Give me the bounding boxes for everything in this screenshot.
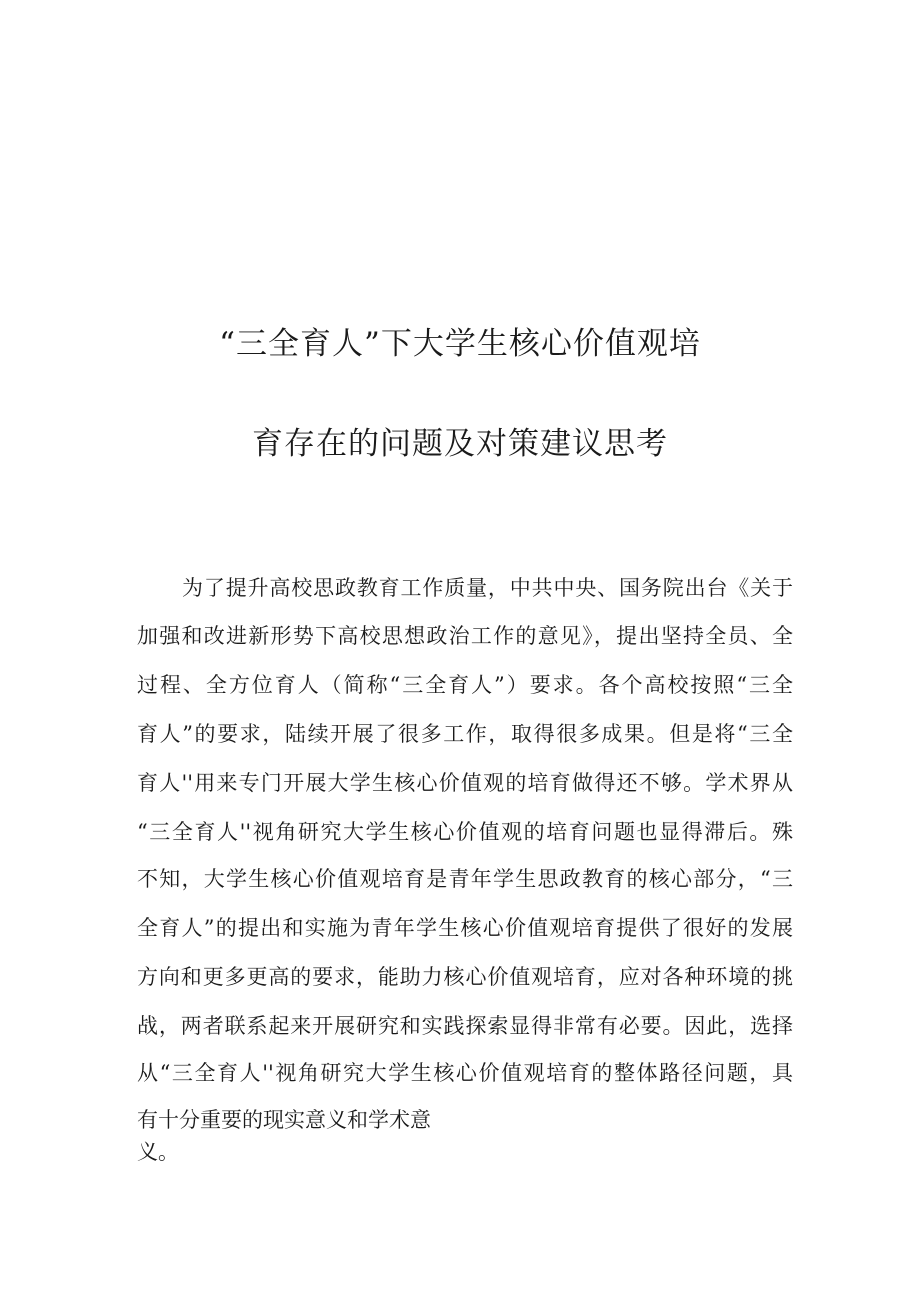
paragraph-line: 育人''用来专门开展大学生核心价值观的培育做得还不够。学术界从 [137,771,793,795]
paragraph-line: 为了提升高校思政教育工作质量，中共中央、国务院出台《关于 [182,576,793,600]
paragraph-line: 过程、全方位育人（简称“三全育人”）要求。各个高校按照“三全 [137,673,793,697]
paragraph-line: “三全育人''视角研究大学生核心价值观的培育问题也显得滞后。殊 [137,820,793,844]
paragraph-line: 战，两者联系起来开展研究和实践探索显得非常有必要。因此，选择 [137,1014,793,1038]
document-title-line-2: 育存在的问题及对策建议思考 [252,426,668,462]
document-title-line-1: “三全育人”下大学生核心价值观培 [219,326,701,362]
paragraph-line: 从“三全育人''视角研究大学生核心价值观培育的整体路径问题，具 [137,1061,793,1085]
paragraph-line: 有十分重要的现实意义和学术意 [137,1108,431,1132]
paragraph-line: 全育人”的提出和实施为青年学生核心价值观培育提供了很好的发展 [137,916,793,940]
paragraph-line: 加强和改进新形势下高校思想政治工作的意见》，提出坚持全员、全 [137,624,793,648]
paragraph-line: 方向和更多更高的要求，能助力核心价值观培育，应对各种环境的挑 [137,965,793,989]
paragraph-line: 义。 [137,1140,179,1164]
paragraph-line: 育人”的要求，陆续开展了很多工作，取得很多成果。但是将“三全 [137,722,793,746]
paragraph-line: 不知，大学生核心价值观培育是青年学生思政教育的核心部分，“三 [137,867,793,891]
